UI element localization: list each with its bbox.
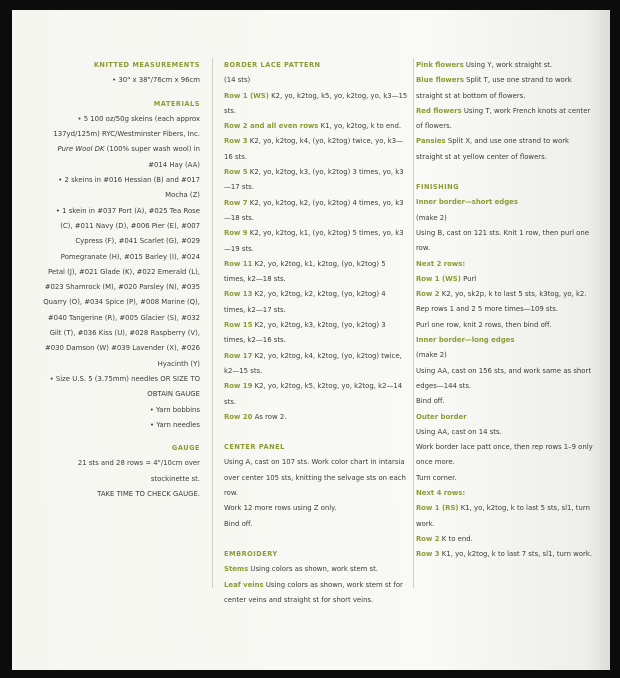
column-divider-1	[212, 58, 213, 588]
heading-knitted-measurements: KNITTED MEASUREMENTS	[93, 61, 200, 69]
measurements-text: • 30" x 38"/76cm x 96cm	[112, 76, 200, 85]
row-instruction: Row 2 and all even rows K1, yo, k2tog, k to end.	[224, 122, 402, 131]
row-instruction: Row 2 K2, yo, sk2p, k to last 5 sts, k3tog, yo, k2.	[416, 290, 587, 299]
document-page	[12, 10, 610, 670]
next2-end: Purl one row, knit 2 rows, then bind off.	[416, 320, 552, 329]
materials-item-6: • Yarn needles	[150, 420, 200, 429]
heading-border-lace-pattern: BORDER LACE PATTERN	[224, 61, 321, 69]
row-instruction: Row 19 K2, yo, k2tog, k5, k2tog, yo, k2tog, k2—14 sts.	[224, 382, 403, 406]
gauge-text: 21 sts and 28 rows = 4"/10cm over stockinette st.	[77, 459, 200, 483]
heading-center-panel: CENTER PANEL	[224, 443, 285, 452]
row-instruction: Row 20 As row 2.	[224, 412, 287, 421]
embroidery-leaf-veins: Leaf veins Using colors as shown, work stem st for center veins and straight st for short veins.	[224, 580, 403, 604]
outer-text-3: Turn corner.	[416, 473, 457, 482]
center-panel-text-3: Bind off.	[224, 519, 253, 528]
center-panel-text-2: Work 12 more rows using Z only.	[224, 504, 337, 513]
row-instruction: Row 13 K2, yo, k2tog, k2, k2tog, (yo, k2tog) 4 times, k2—17 sts.	[224, 290, 386, 314]
row-instruction: Row 1 (WS) K2, yo, k2tog, k5, yo, k2tog, yo, k3—15 sts.	[224, 91, 408, 115]
row-instruction: Row 5 K2, yo, k2tog, k3, (yo, k2tog) 3 times, yo, k3—17 sts.	[224, 168, 404, 192]
border-sts: (14 sts)	[224, 76, 251, 85]
row-instruction: Row 11 K2, yo, k2tog, k1, k2tog, (yo, k2tog) 5 times, k2—18 sts.	[224, 259, 386, 284]
flower-instruction: Pansies Split X, and use one strand to work straight st at yellow center of flowers.	[416, 137, 570, 161]
subheading-inner-border-short: Inner border—short edges	[416, 198, 518, 207]
row-instruction: Row 7 K2, yo, k2tog, k2, (yo, k2tog) 4 times, yo, k3—18 sts.	[224, 198, 404, 222]
materials-item-3: • 1 skein in #037 Port (A), #025 Tea Rose (C), #011 Navy (D), #006 Pier (E), #007 Cypress (F), #041 Scarlet (G), #029 Pomegranate (H), #015 Barley (I), #024 Petal (J), #021 Glade (K), #022 Emerald (L), #023 Shamrock (M), #020 Parsley (N), #035 Quarry (O), #034 Spice (P), #008 Marine (Q), #040 Tangerine (R), #005 Glacier (S), #032 Gilt (T), #036 Kiss (U), #028 Raspberry (V), #030 Damson (W) #039 Lavender (X), #026 Hyacinth (Y)	[43, 206, 200, 368]
row-instruction: Row 2 K to end.	[416, 534, 473, 543]
row-instruction: Row 3 K1, yo, k2tog, k to last 7 sts, sl1, turn work.	[416, 550, 593, 559]
gauge-check: TAKE TIME TO CHECK GAUGE.	[97, 490, 200, 499]
inner-long-make: (make 2)	[416, 351, 447, 360]
next2-repeat: Rep rows 1 and 2 5 more times—109 sts.	[416, 305, 558, 314]
row-instruction: Row 17 K2, yo, k2tog, k4, k2tog, (yo, k2tog) twice, k2—15 sts.	[224, 351, 402, 375]
row-instruction: Row 3 K2, yo, k2tog, k4, (yo, k2tog) twice, yo, k3—16 sts.	[224, 137, 404, 161]
materials-item-2: • 2 skeins in #016 Hessian (B) and #017 Mocha (Z)	[58, 176, 200, 200]
flower-instruction: Pink flowers Using Y, work straight st.	[416, 61, 553, 69]
column-divider-2	[413, 58, 414, 588]
inner-short-text: Using B, cast on 121 sts. Knit 1 row, then purl one row.	[416, 228, 590, 253]
subheading-inner-border-long: Inner border—long edges	[416, 336, 515, 345]
heading-embroidery: EMBROIDERY	[224, 549, 278, 558]
flower-instruction: Blue flowers Split T, use one strand to work straight st at bottom of flowers.	[416, 76, 572, 100]
inner-long-text: Using AA, cast on 156 sts, and work same as short edges—144 sts.	[416, 366, 592, 390]
outer-text-2: Work border lace patt once, then rep rows 1–9 only once more.	[416, 443, 593, 467]
inner-short-make: (make 2)	[416, 213, 447, 222]
flower-instruction: Red flowers Using T, work French knots at center of flowers.	[416, 106, 591, 131]
column-pattern	[224, 58, 408, 608]
subheading-outer-border: Outer border	[416, 412, 467, 421]
row-instruction: Row 1 (RS) K1, yo, k2tog, k to last 5 sts, sl1, turn work.	[416, 504, 590, 528]
center-panel-text-1: Using A, cast on 107 sts. Work color chart in intarsia over center 105 sts, knitting the selvage sts on each row.	[224, 458, 406, 498]
outer-text-1: Using AA, cast on 14 sts.	[416, 427, 502, 436]
materials-item-1: • 5 100 oz/50g skeins (each approx 137yd/125m) RYC/Westminster Fibers, Inc. Pure Wool DK (100% super wash wool) in #014 Hay (AA)	[53, 114, 200, 169]
embroidery-stems: Stems Using colors as shown, work stem st.	[224, 565, 378, 574]
subheading-next-2-rows: Next 2 rows:	[416, 259, 466, 268]
materials-item-5: • Yarn bobbins	[149, 405, 200, 414]
row-instruction: Row 9 K2, yo, k2tog, k1, (yo, k2tog) 5 times, yo, k3—19 sts.	[224, 229, 404, 253]
column-finishing	[416, 58, 596, 563]
heading-finishing: FINISHING	[416, 183, 460, 192]
heading-materials: MATERIALS	[153, 99, 200, 108]
row-instruction: Row 15 K2, yo, k2tog, k3, k2tog, (yo, k2tog) 3 times, k2—16 sts.	[224, 321, 386, 345]
inner-long-bind: Bind off.	[416, 397, 445, 406]
row-instruction: Row 1 (WS) Purl	[416, 274, 477, 283]
subheading-next-4-rows: Next 4 rows:	[416, 489, 466, 498]
materials-item-4: • Size U.S. 5 (3.75mm) needles OR SIZE TO OBTAIN GAUGE	[49, 374, 200, 399]
column-materials	[42, 58, 200, 502]
heading-gauge: GAUGE	[171, 444, 200, 453]
